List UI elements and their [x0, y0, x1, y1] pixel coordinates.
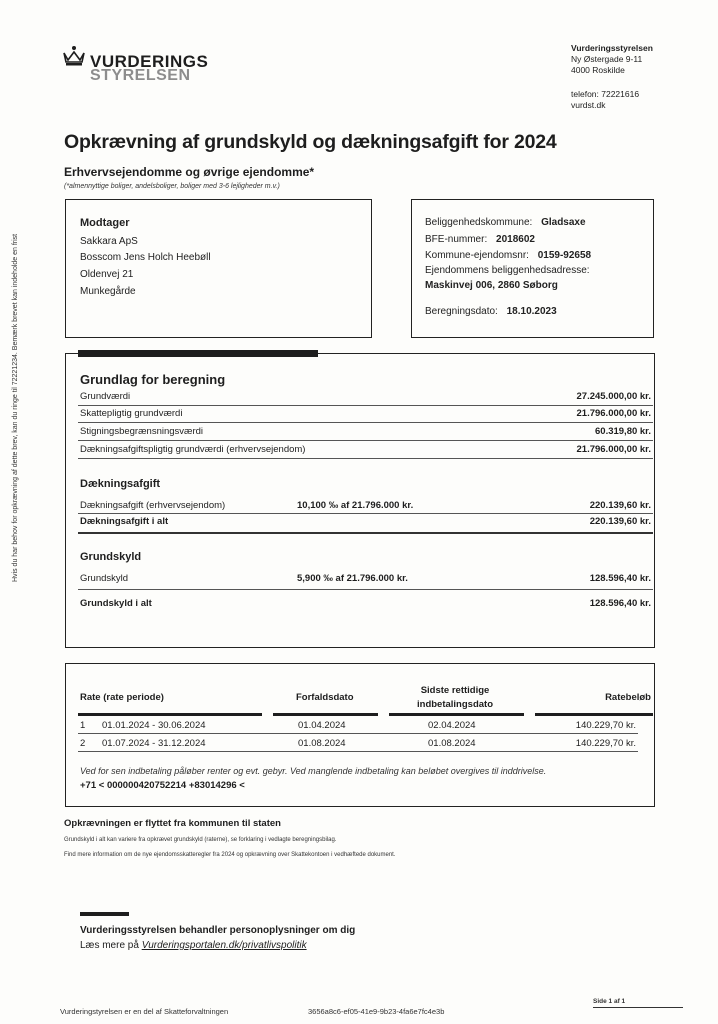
- subtitle-footnote: (*almennyttige boliger, andelsboliger, boliger med 3-6 lejligheder m.v.): [64, 183, 280, 190]
- privacy-marker: [80, 912, 129, 916]
- page-title: Opkrævning af grundskyld og dækningsafgift for 2024: [64, 131, 557, 153]
- recipient-line: Oldenvej 21: [80, 269, 134, 280]
- col-sidste-line1: Sidste rettidige: [420, 685, 490, 696]
- privacy-heading: Vurderingsstyrelsen behandler personoplysninger om dig: [80, 925, 356, 936]
- sender-street: Ny Østergade 9-11: [571, 54, 643, 64]
- sender-web: vurdst.dk: [571, 100, 606, 110]
- rate-belob: 140.229,70 kr.: [575, 720, 636, 731]
- grundskyld-label: Grundskyld: [80, 573, 129, 584]
- col-sidste-line2: indbetalingsdato: [417, 699, 493, 710]
- bfe-value: 2018602: [496, 234, 535, 245]
- logo-line2: STYRELSEN: [90, 67, 191, 84]
- grundlag-label: Skattepligtig grundværdi: [80, 408, 183, 419]
- daekning-total-label: Dækningsafgift i alt: [80, 516, 169, 527]
- divider: [78, 458, 653, 459]
- sender-phone: telefon: 72221616: [571, 89, 640, 99]
- rate-forfald: 01.08.2024: [298, 738, 346, 749]
- recipient-heading: Modtager: [80, 217, 130, 229]
- recipient-line: Bosscom Jens Holch Heebøll: [80, 252, 211, 263]
- grundlag-value: 27.245.000,00 kr.: [576, 391, 651, 402]
- kommune-row: [425, 217, 586, 228]
- sender-address: [571, 43, 653, 111]
- grundlag-label: Stigningsbegrænsningsværdi: [80, 426, 204, 437]
- rate-forfald: 01.04.2024: [298, 720, 346, 731]
- divider: [78, 440, 653, 441]
- divider: [78, 513, 653, 514]
- section-marker: [78, 350, 318, 357]
- bfe-row: [425, 234, 535, 245]
- divider: [78, 422, 653, 423]
- daekning-value: 220.139,60 kr.: [589, 500, 651, 511]
- daekning-total-value: 220.139,60 kr.: [589, 516, 651, 527]
- footer-left: Vurderingstyrelsen er en del af Skatteforvaltningen: [60, 1007, 229, 1016]
- divider: [78, 751, 638, 752]
- crown-icon: [62, 45, 86, 67]
- info-line1: Grundskyld i alt kan variere fra opkrævet grundskyld (raterne), se forklaring i vedlagte beregningsbilag.: [64, 837, 337, 843]
- side-note: Hvis du har behov for opkrævning af dette brev, kan du ringe til 72221234. Bemærk brevet kan indeholde en frist: [12, 233, 19, 582]
- page-subtitle: Erhvervsejendomme og øvrige ejendomme*: [64, 165, 315, 179]
- grundskyld-heading: Grundskyld: [80, 551, 142, 563]
- info-line2: Find mere information om de nye ejendomsskatteregler fra 2024 og opkrævning over Skattekontoen i vedhæftede dokument.: [64, 852, 396, 858]
- ejendomsnr-label: Kommune-ejendomsnr:: [425, 250, 529, 261]
- header-bar: [389, 713, 524, 716]
- privacy-prefix: Læs mere på: [80, 940, 142, 951]
- bfe-label: BFE-nummer:: [425, 234, 488, 245]
- ejendomsnr-value: 0159-92658: [537, 250, 592, 261]
- grundskyld-rate: 5,900 ‰ af 21.796.000 kr.: [297, 573, 408, 584]
- sender-name: Vurderingsstyrelsen: [571, 43, 653, 53]
- rate-sidste: 02.04.2024: [428, 720, 476, 731]
- calc-date-label: Beregningsdato:: [425, 306, 498, 317]
- grundskyld-total-value: 128.596,40 kr.: [589, 598, 651, 609]
- page-number: Side 1 af 1: [593, 998, 626, 1005]
- grundlag-label: Dækningsafgiftspligtig grundværdi (erhvervsejendom): [80, 444, 306, 455]
- rate-no: 2: [80, 738, 86, 749]
- logo-line1: VURDERINGS: [90, 52, 209, 71]
- recipient-line: Munkegårde: [80, 286, 136, 297]
- divider: [78, 405, 653, 406]
- address-label: Ejendommens beliggenhedsadresse:: [425, 265, 590, 276]
- col-ratebelob: Ratebeløb: [605, 692, 651, 703]
- rate-period: 01.01.2024 - 30.06.2024: [102, 720, 206, 731]
- daekning-heading: Dækningsafgift: [80, 478, 161, 490]
- privacy-link[interactable]: Vurderingsportalen.dk/privatlivspolitik: [141, 940, 307, 951]
- grundlag-label: Grundværdi: [80, 391, 131, 402]
- kommune-label: Beliggenhedskommune:: [425, 217, 533, 228]
- calc-date-row: [425, 306, 557, 317]
- header-bar: [535, 713, 653, 716]
- grundlag-value: 21.796.000,00 kr.: [576, 444, 651, 455]
- grundlag-value: 21.796.000,00 kr.: [576, 408, 651, 419]
- privacy-line: [80, 940, 307, 951]
- col-forfaldsdato: Forfaldsdato: [296, 692, 354, 703]
- sender-city: 4000 Roskilde: [571, 65, 625, 75]
- footer-code: 3656a8c6-ef05-41e9-9b23-4fa6e7fc4e3b: [308, 1007, 445, 1016]
- rate-belob: 140.229,70 kr.: [575, 738, 636, 749]
- grundskyld-total-label: Grundskyld i alt: [80, 598, 152, 609]
- kommune-value: Gladsaxe: [541, 217, 586, 228]
- daekning-label: Dækningsafgift (erhvervsejendom): [80, 500, 226, 511]
- rate-sidste: 01.08.2024: [428, 738, 476, 749]
- address-value: Maskinvej 006, 2860 Søborg: [425, 280, 558, 291]
- rate-no: 1: [80, 720, 86, 731]
- daekning-rate: 10,100 ‰ af 21.796.000 kr.: [297, 500, 414, 511]
- grundskyld-value: 128.596,40 kr.: [589, 573, 651, 584]
- rate-period: 01.07.2024 - 31.12.2024: [102, 738, 206, 749]
- recipient-line: Sakkara ApS: [80, 236, 138, 247]
- divider: [593, 1007, 683, 1008]
- ejendomsnr-row: [425, 250, 591, 261]
- grundlag-heading: Grundlag for beregning: [80, 372, 226, 387]
- info-heading: Opkrævningen er flyttet fra kommunen til staten: [64, 818, 281, 829]
- col-rate: Rate (rate periode): [80, 692, 164, 703]
- divider: [78, 733, 638, 734]
- header-bar: [273, 713, 378, 716]
- divider: [78, 532, 653, 534]
- divider: [78, 589, 653, 590]
- header-bar: [78, 713, 262, 716]
- late-payment-note: Ved for sen indbetaling påløber renter og evt. gebyr. Ved manglende indbetaling kan beløbet overgives til inddrivelse.: [80, 766, 547, 776]
- calc-date-value: 18.10.2023: [506, 306, 557, 317]
- grundlag-value: 60.319,80 kr.: [595, 426, 651, 437]
- payment-code: +71 < 000000420752214 +83014296 <: [80, 780, 245, 791]
